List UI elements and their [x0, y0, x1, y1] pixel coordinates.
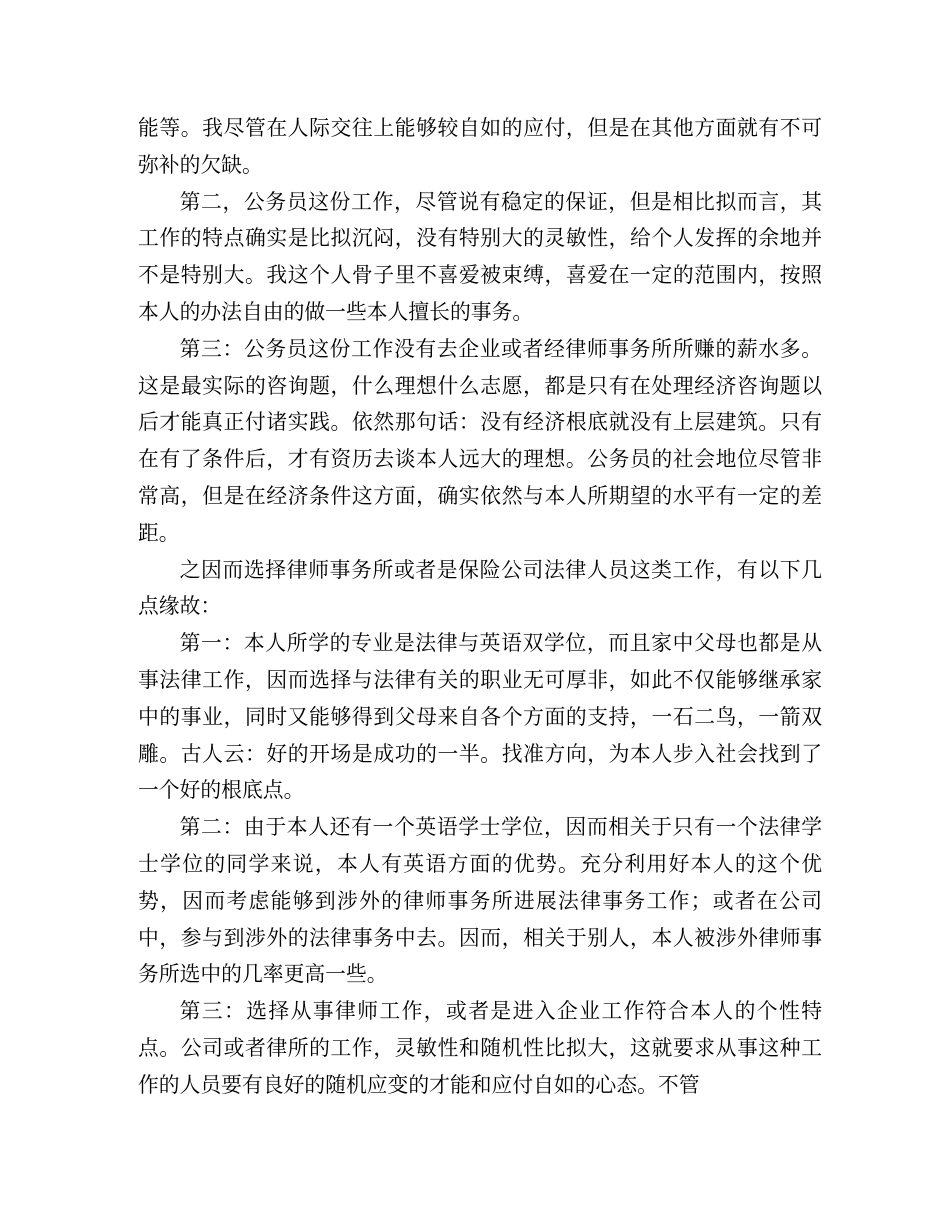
paragraph: 第三：选择从事律师工作，或者是进入企业工作符合本人的个性特点。公司或者律所的工作，灵敏性和随机性比拟大，这就要求从事这种工作的人员要有良好的随机应变的才能和应付自如的心态。不管	[138, 999, 822, 1097]
paragraph: 第一：本人所学的专业是法律与英语双学位，而且家中父母也都是从事法律工作，因而选择与法律有关的职业无可厚非，如此不仅能够继承家中的事业，同时又能够得到父母来自各个方面的支持，一石二鸟，一箭双雕。古人云：好的开场是成功的一半。找准方向，为本人步入社会找到了一个好的根底点。	[138, 631, 822, 803]
paragraph: 之因而选择律师事务所或者是保险公司法律人员这类工作，有以下几点缘故：	[138, 557, 822, 619]
paragraph: 第二，公务员这份工作，尽管说有稳定的保证，但是相比拟而言，其工作的特点确实是比拟沉闷，没有特别大的灵敏性，给个人发挥的余地并不是特别大。我这个人骨子里不喜爱被束缚，喜爱在一定的范围内，按照本人的办法自由的做一些本人擅长的事务。	[138, 189, 822, 324]
paragraph: 第二：由于本人还有一个英语学士学位，因而相关于只有一个法律学士学位的同学来说，本人有英语方面的优势。充分利用好本人的这个优势，因而考虑能够到涉外的律师事务所进展法律事务工作；或者在公司中，参与到涉外的法律事务中去。因而，相关于别人，本人被涉外律师事务所选中的几率更高一些。	[138, 815, 822, 987]
paragraph: 第三：公务员这份工作没有去企业或者经律师事务所所赚的薪水多。这是最实际的咨询题，什么理想什么志愿，都是只有在处理经济咨询题以后才能真正付诸实践。依然那句话：没有经济根底就没有上层建筑。只有在有了条件后，才有资历去谈本人远大的理想。公务员的社会地位尽管非常高，但是在经济条件这方面，确实依然与本人所期望的水平有一定的差距。	[138, 336, 822, 545]
document-body	[138, 110, 822, 1104]
paragraph-continuation: 能等。我尽管在人际交往上能够较自如的应付，但是在其他方面就有不可弥补的欠缺。	[138, 116, 822, 177]
